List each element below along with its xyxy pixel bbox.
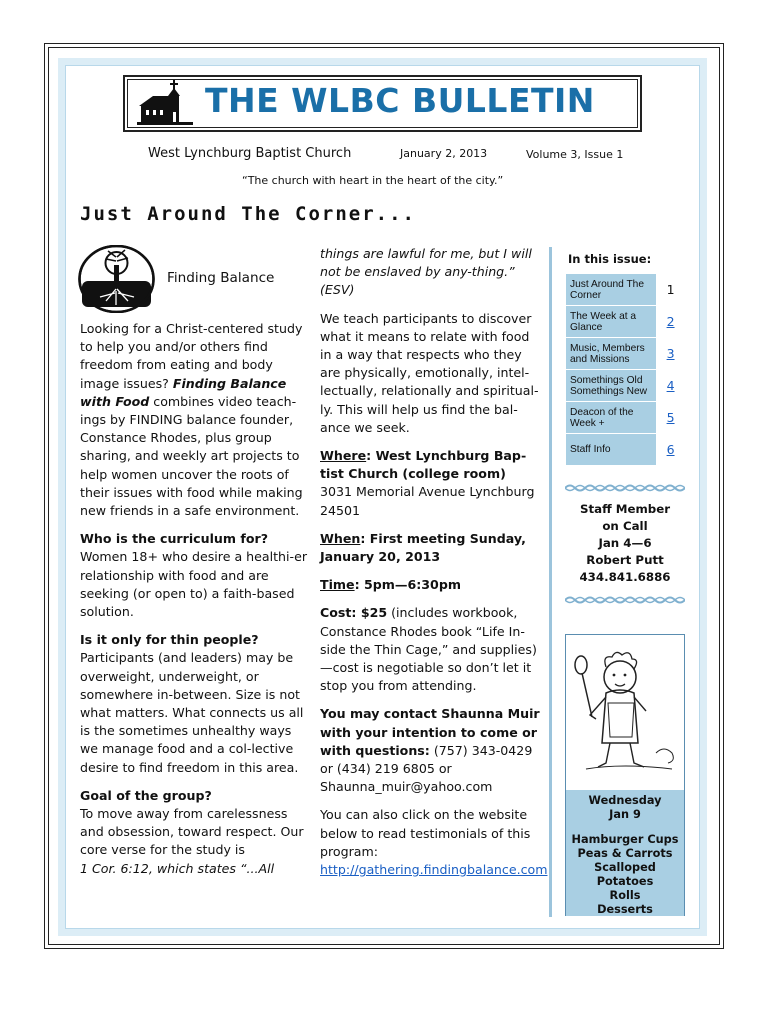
toc-table [565,273,685,466]
toc-row[interactable] [566,370,685,402]
verse-reference: 1 Cor. 6:12, which states “...All [80,860,275,876]
issue-date: January 2, 2013 [400,147,488,160]
section-heading: Just Around The Corner... [80,203,416,225]
toc-page: 1 [657,274,685,306]
ornament-divider-top [565,483,685,493]
staff-name: Robert Putt [586,553,664,567]
article-left-column [80,320,308,878]
contact-block [320,705,542,796]
cost-label: Cost: $25 [320,605,388,621]
when-block [320,530,542,566]
menu-item: Scalloped Potatoes [594,861,656,888]
toc-page-link[interactable]: 2 [657,306,685,338]
website-text: You can also click on the website below to read testimonials of this program: [320,807,531,859]
staff-line1: Staff Member [579,502,671,516]
finding-balance-logo [78,245,155,313]
chef-illustration [572,645,682,785]
where-label: Where [320,448,367,464]
answer-thin-people: Participants (and leaders) may be overweight, underweight, or somewhere in-between. Size is not what matters. What connects us all is the sometimes unhealthy ways we manage food and a col-lective desire to find freedom in this area. [80,650,304,775]
toc-label: The Week at a Glance [566,306,657,338]
intro-text: Looking for a Christ-centered study to help you and/or others find freedom from eating and body image issues? [80,321,303,391]
toc-page-link[interactable]: 3 [657,338,685,370]
program-name: Finding Balance with Food [80,375,287,409]
menu-item: Hamburger Cups [571,833,679,846]
toc-label: Deacon of the Week + [566,402,657,434]
toc-page-link[interactable]: 5 [657,402,685,434]
toc-row[interactable] [566,434,685,466]
time-value: : 5pm—6:30pm [354,577,461,593]
menu-item: Desserts [597,903,653,916]
where-value: : West Lynchburg Bap-tist Church (college room) [320,448,527,482]
question-curriculum: Who is the curriculum for? [80,531,269,547]
article-middle-column [320,245,548,889]
toc-row[interactable] [566,402,685,434]
column-divider [549,247,552,917]
intro-paragraph [80,320,308,520]
toc-label: Somethings Old Somethings New [566,370,657,402]
toc-page-link[interactable]: 6 [657,434,685,466]
cost-value: (includes workbook, Constance Rhodes book “Life In-side the Thin Cage,” and supplies) —cost is negotiable so don’t let it stop you from attending. [320,605,537,694]
toc-row[interactable] [566,274,685,306]
time-label: Time [320,577,355,593]
tagline: “The church with heart in the heart of the city.” [242,174,504,187]
website-link[interactable]: http://gathering.findingbalance.com [320,862,548,878]
where-block [320,447,542,520]
staff-on-call [565,501,685,586]
logo-label: Finding Balance [167,270,275,286]
bulletin-title: THE WLBC BULLETIN [205,81,595,120]
where-address: 3031 Memorial Avenue Lynchburg 24501 [320,484,535,518]
toc-label: Just Around The Corner [566,274,657,306]
toc-row[interactable] [566,306,685,338]
staff-dates: Jan 4—6 [598,536,652,550]
staff-line2: on Call [602,519,648,533]
toc-label: Staff Info [566,434,657,466]
when-value: : First meeting Sunday, January 20, 2013 [320,530,526,565]
menu-day: Wednesday [588,794,662,807]
answer-curriculum: Women 18+ who desire a healthi-er relationship with food and are seeking (or open to) a faith-based solution. [80,549,308,620]
teach-paragraph: We teach participants to discover what it means to relate with food in a way that respects who they are physically, emotionally, intel-lectually, relationally and spiritual-ly. This will help us find the bal-ance we seek. [320,310,539,435]
toc-page-link[interactable]: 4 [657,370,685,402]
intro-text-cont: combines video teach-ings by FINDING balance founder, Constance Rhodes, plus group sharing, and weekly art projects to help women uncover the roots of their issues with food while making new friends in a safe environment. [80,393,303,519]
masthead [123,75,642,132]
question-thin-people: Is it only for thin people? [80,632,259,648]
church-icon [135,80,197,126]
church-name: West Lynchburg Baptist Church [148,146,352,161]
volume-issue: Volume 3, Issue 1 [526,148,624,161]
toc-label: Music, Members and Missions [566,338,657,370]
staff-phone: 434.841.6886 [579,570,671,584]
menu-item: Peas & Carrots [577,847,673,860]
when-label: When [320,530,361,546]
question-goal: Goal of the group? [80,787,212,803]
wednesday-menu [566,790,684,916]
toc-heading: In this issue: [568,252,652,266]
cost-block [320,604,542,695]
menu-date: Jan 9 [609,808,641,821]
contact-value: (757) 343-0429 or (434) 219 6805 or Shaunna_muir@yahoo.com [320,742,533,795]
verse-continued: things are lawful for me, but I will not be enslaved by any-thing.” (ESV) [320,246,532,298]
time-block [320,576,542,594]
menu-item: Rolls [609,889,641,902]
website-block [320,806,548,879]
answer-goal: To move away from carelessness and obsession, toward respect. Our core verse for the study is [80,806,304,858]
contact-label: You may contact Shaunna Muir with your intention to come or with questions: [320,706,540,758]
toc-row[interactable] [566,338,685,370]
ornament-divider-bottom [565,595,685,605]
